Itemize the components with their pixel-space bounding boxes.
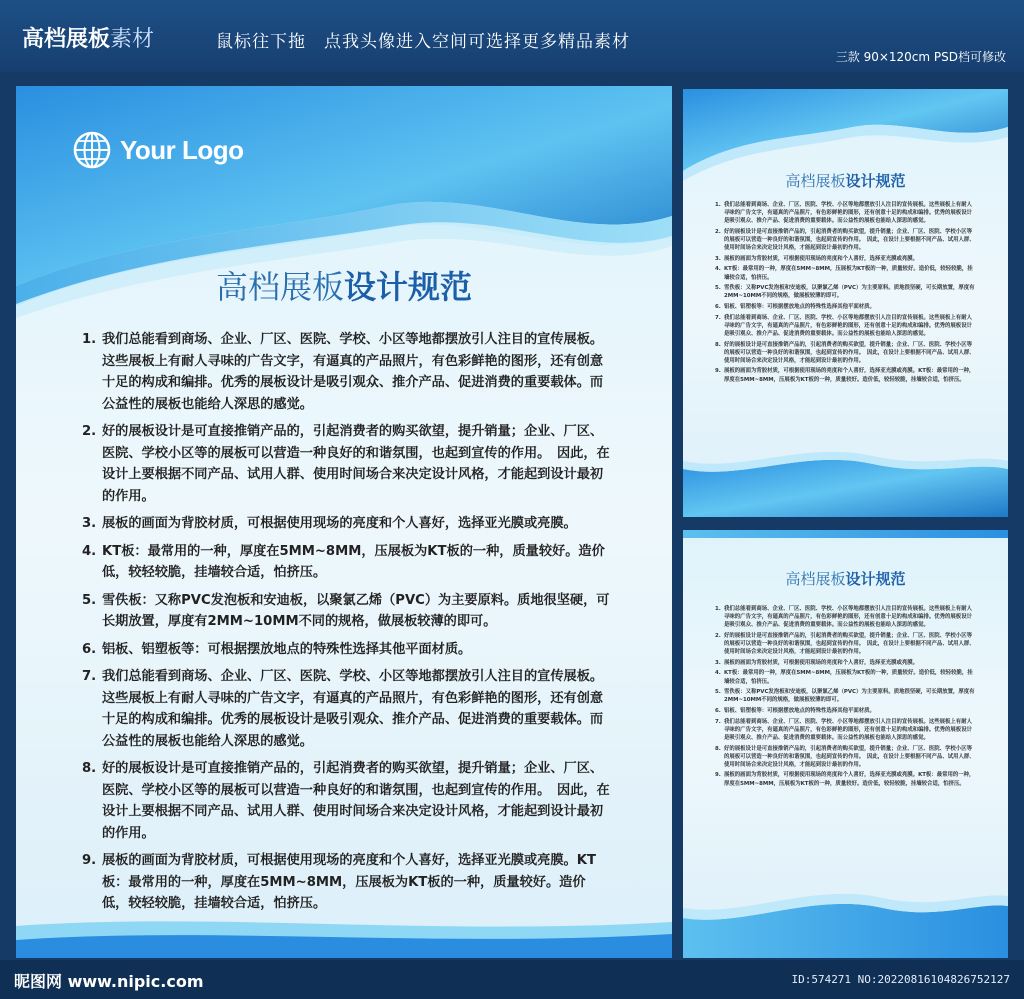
list-item-number: 9. — [82, 853, 97, 868]
list-item-text: 好的展板设计是可直接推销产品的，引起消费者的购买欲望，提升销量；企业、厂区、医院、学校小区等的展板可以营造一种良好的和谐氛围，也起到宣传的作用。 因此，在设计上要根据不同产品、试用人群、使用时间场合来决定设计风格，才能起到设计最初的作用。 — [102, 761, 610, 841]
list-item-text: 我们总能看到商场、企业、厂区、医院、学校、小区等地都摆放引人注目的宣传展板。这些展板上有耐人寻味的广告文字，有逼真的产品照片，有色彩鲜艳的图形，还有创意十足的构成和编排。优秀的展板设计是吸引观众、推介产品、促进消费的重要载体。而公益性的展板也能给人深思的感觉。 — [724, 314, 972, 337]
list-item — [82, 850, 610, 915]
list-item-number: 3. — [82, 516, 97, 531]
list-item — [82, 421, 610, 507]
board-title — [683, 568, 1008, 589]
footer-bar — [0, 960, 1024, 999]
list-item — [82, 329, 610, 415]
list-item-number: 7. — [82, 669, 97, 684]
list-item-number: 2. — [715, 632, 721, 639]
list-item-text: KT板：最常用的一种，厚度在5MM~8MM，压展板为KT板的一种，质量较好。造价低，较轻较脆，挂墙较合适，怕挤压。 — [724, 670, 973, 685]
list-item — [715, 303, 977, 311]
list-item-text: 好的展板设计是可直接推销产品的，引起消费者的购买欲望，提升销量；企业、厂区、医院、学校小区等的展板可以营造一种良好的和谐氛围，也起到宣传的作用。 因此，在设计上要根据不同产品、试用人群、使用时间场合来决定设计风格，才能起到设计最初的作用。 — [724, 745, 975, 768]
globe-icon — [72, 130, 112, 170]
list-item-number: 8. — [82, 761, 97, 776]
list-item — [82, 513, 610, 535]
list-item — [82, 541, 610, 584]
main-board — [16, 86, 672, 958]
list-item — [715, 632, 977, 656]
list-item-text: 展板的画面为背胶材质，可根据使用现场的亮度和个人喜好，选择亚光膜或亮膜。KT板：最常用的一种，厚度在5MM~8MM，压展板为KT板的一种，质量较好。造价低，较轻较脆，挂墙较合适，怕挤压。 — [102, 853, 596, 911]
list-item-number: 4. — [715, 266, 721, 273]
list-item — [715, 255, 977, 263]
title-light: 高档展板 — [785, 172, 846, 190]
preview-board-b — [683, 530, 1008, 958]
list-item-number: 6. — [715, 304, 721, 310]
list-item-number: 5. — [82, 592, 97, 608]
list-item-text: 我们总能看到商场、企业、厂区、医院、学校、小区等地都摆放引人注目的宣传展板。这些展板上有耐人寻味的广告文字，有逼真的产品照片，有色彩鲜艳的图形，还有创意十足的构成和编排。优秀的展板设计是吸引观众、推介产品、促进消费的重要载体。而公益性的展板也能给人深思的感觉。 — [724, 202, 972, 225]
logo — [72, 130, 244, 170]
site-watermark[interactable]: 昵图网 www.nipic.com — [14, 972, 204, 991]
list-item — [82, 666, 610, 752]
instruction-text[interactable]: 鼠标往下拖 点我头像进入空间可选择更多精品素材 — [216, 32, 630, 52]
title-light: 高档展板 — [785, 570, 846, 588]
list-item-text: 展板的画面为背胶材质，可根据使用现场的亮度和个人喜好，选择亚光膜或亮膜。 — [724, 659, 919, 666]
list-item-text: 铝板、铝塑板等：可根据摆放地点的特殊性选择其他平面材质。 — [724, 708, 875, 714]
list-item-number: 3. — [715, 659, 721, 666]
spec-text: 三款 90×120cm PSD档可修改 — [835, 50, 1006, 64]
list-item — [715, 669, 977, 685]
title-bold: 设计规范 — [845, 570, 906, 588]
list-item-text: KT板：最常用的一种，厚度在5MM~8MM，压展板为KT板的一种，质量较好。造价低，较轻较脆，挂墙较合适，怕挤压。 — [102, 543, 605, 580]
list-item-text: 我们总能看到商场、企业、厂区、医院、学校、小区等地都摆放引人注目的宣传展板。这些展板上有耐人寻味的广告文字，有逼真的产品照片，有色彩鲜艳的图形，还有创意十足的构成和编排。优秀的展板设计是吸引观众、推介产品、促进消费的重要载体。而公益性的展板也能给人深思的感觉。 — [724, 606, 972, 629]
list-item — [715, 605, 977, 629]
list-item — [715, 771, 977, 787]
top-banner — [0, 0, 1024, 72]
spec-list — [82, 329, 610, 921]
preview-board-a — [683, 89, 1008, 517]
list-item-number: 3. — [715, 255, 721, 262]
list-item-text: 展板的画面为背胶材质，可根据使用现场的亮度和个人喜好，选择亚光膜或亮膜。KT板：最常用的一种，厚度在5MM~8MM，压展板为KT板的一种，质量较好。造价低，较轻较脆，挂墙较合适，怕挤压。 — [724, 772, 975, 787]
list-item — [715, 659, 977, 667]
list-item-number: 6. — [715, 708, 721, 714]
list-item-number: 4. — [715, 670, 721, 677]
list-item-text: 铝板、铝塑板等：可根据摆放地点的特殊性选择其他平面材质。 — [102, 641, 472, 657]
list-item — [715, 718, 977, 742]
list-item-text: 我们总能看到商场、企业、厂区、医院、学校、小区等地都摆放引人注目的宣传展板。这些展板上有耐人寻味的广告文字，有逼真的产品照片，有色彩鲜艳的图形，还有创意十足的构成和编排。优秀的展板设计是吸引观众、推介产品、促进消费的重要载体。而公益性的展板也能给人深思的感觉。 — [102, 332, 604, 412]
list-item — [715, 265, 977, 281]
list-item-text: 我们总能看到商场、企业、厂区、医院、学校、小区等地都摆放引人注目的宣传展板。这些展板上有耐人寻味的广告文字，有逼真的产品照片，有色彩鲜艳的图形，还有创意十足的构成和编排。优秀的展板设计是吸引观众、推介产品、促进消费的重要载体。而公益性的展板也能给人深思的感觉。 — [724, 718, 972, 741]
list-item-number: 8. — [715, 745, 721, 752]
list-item-text: 好的展板设计是可直接推销产品的，引起消费者的购买欲望，提升销量；企业、厂区、医院、学校小区等的展板可以营造一种良好的和谐氛围，也起到宣传的作用。 因此，在设计上要根据不同产品、试用人群、使用时间场合来决定设计风格，才能起到设计最初的作用。 — [724, 632, 975, 656]
list-item — [715, 745, 977, 769]
list-item-text: 展板的画面为背胶材质，可根据使用现场的亮度和个人喜好，选择亚光膜或亮膜。KT板：最常用的一种，厚度在5MM~8MM，压展板为KT板的一种，质量较好。造价低，较轻较脆，挂墙较合适，怕挤压。 — [724, 368, 975, 383]
list-item-number: 6. — [82, 641, 97, 657]
logo-text: Your Logo — [120, 134, 244, 165]
list-item — [82, 639, 610, 661]
brand-main: 高档展板 — [22, 27, 111, 52]
list-item — [715, 707, 977, 715]
list-item-number: 7. — [715, 718, 721, 725]
list-item — [715, 314, 977, 338]
list-item — [715, 201, 977, 225]
list-item-number: 5. — [715, 285, 721, 292]
spec-list — [715, 201, 977, 386]
list-item-number: 7. — [715, 314, 721, 321]
list-item — [82, 590, 610, 633]
list-item — [715, 367, 977, 383]
list-item-number: 9. — [715, 368, 721, 375]
list-item-text: 雪佚板：又称PVC发泡板和安迪板，以聚氯乙烯（PVC）为主要原料。质地很坚硬，可长期放置，厚度有2MM~10MM不同的规格，做展板较薄的即可。 — [102, 592, 610, 629]
title-light: 高档展板 — [215, 268, 344, 306]
list-item-text: 好的展板设计是可直接推销产品的，引起消费者的购买欲望，提升销量；企业、厂区、医院、学校小区等的展板可以营造一种良好的和谐氛围，也起到宣传的作用。 因此，在设计上要根据不同产品、试用人群、使用时间场合来决定设计风格，才能起到设计最初的作用。 — [724, 341, 975, 364]
list-item-number: 5. — [715, 689, 721, 696]
list-item-number: 1. — [715, 606, 721, 612]
brand-sub: 素材 — [110, 27, 155, 52]
list-item — [715, 341, 977, 365]
list-item-text: 我们总能看到商场、企业、厂区、医院、学校、小区等地都摆放引人注目的宣传展板。这些展板上有耐人寻味的广告文字，有逼真的产品照片，有色彩鲜艳的图形，还有创意十足的构成和编排。优秀的展板设计是吸引观众、推介产品、促进消费的重要载体。而公益性的展板也能给人深思的感觉。 — [102, 669, 604, 749]
list-item-text: 好的展板设计是可直接推销产品的，引起消费者的购买欲望，提升销量；企业、厂区、医院、学校小区等的展板可以营造一种良好的和谐氛围，也起到宣传的作用。 因此，在设计上要根据不同产品、试用人群、使用时间场合来决定设计风格，才能起到设计最初的作用。 — [102, 424, 610, 504]
spec-list — [715, 605, 977, 790]
list-item-number: 1. — [715, 202, 721, 208]
title-bold: 设计规范 — [845, 172, 906, 190]
list-item-number: 2. — [715, 228, 721, 235]
list-item-number: 9. — [715, 772, 721, 779]
list-item-text: 好的展板设计是可直接推销产品的，引起消费者的购买欲望，提升销量；企业、厂区、医院、学校小区等的展板可以营造一种良好的和谐氛围，也起到宣传的作用。 因此，在设计上要根据不同产品、试用人群、使用时间场合来决定设计风格，才能起到设计最初的作用。 — [724, 228, 975, 252]
list-item — [82, 758, 610, 844]
brand-title — [22, 22, 154, 53]
list-item — [715, 228, 977, 252]
list-item-text: 雪佚板：又称PVC发泡板和安迪板，以聚氯乙烯（PVC）为主要原料。质地很坚硬，可长期放置，厚度有2MM~10MM不同的规格，做展板较薄的即可。 — [724, 689, 975, 704]
image-id: ID:574271 NO:20220816104826752127 — [791, 973, 1010, 986]
list-item-text: 铝板、铝塑板等：可根据摆放地点的特殊性选择其他平面材质。 — [724, 304, 875, 310]
list-item-text: 雪佚板：又称PVC发泡板和安迪板，以聚氯乙烯（PVC）为主要原料。质地很坚硬，可长期放置，厚度有2MM~10MM不同的规格，做展板较薄的即可。 — [724, 285, 975, 300]
list-item-number: 1. — [82, 332, 97, 347]
list-item-text: 展板的画面为背胶材质，可根据使用现场的亮度和个人喜好，选择亚光膜或亮膜。 — [724, 255, 919, 262]
board-title — [683, 170, 1008, 191]
list-item — [715, 284, 977, 300]
list-item-number: 8. — [715, 341, 721, 348]
board-title — [16, 262, 672, 308]
list-item-text: 展板的画面为背胶材质，可根据使用现场的亮度和个人喜好，选择亚光膜或亮膜。 — [102, 516, 577, 531]
list-item-number: 4. — [82, 543, 97, 559]
title-bold: 设计规范 — [344, 268, 473, 306]
list-item-text: KT板：最常用的一种，厚度在5MM~8MM，压展板为KT板的一种，质量较好。造价低，较轻较脆，挂墙较合适，怕挤压。 — [724, 266, 973, 281]
list-item — [715, 688, 977, 704]
list-item-number: 2. — [82, 424, 97, 439]
